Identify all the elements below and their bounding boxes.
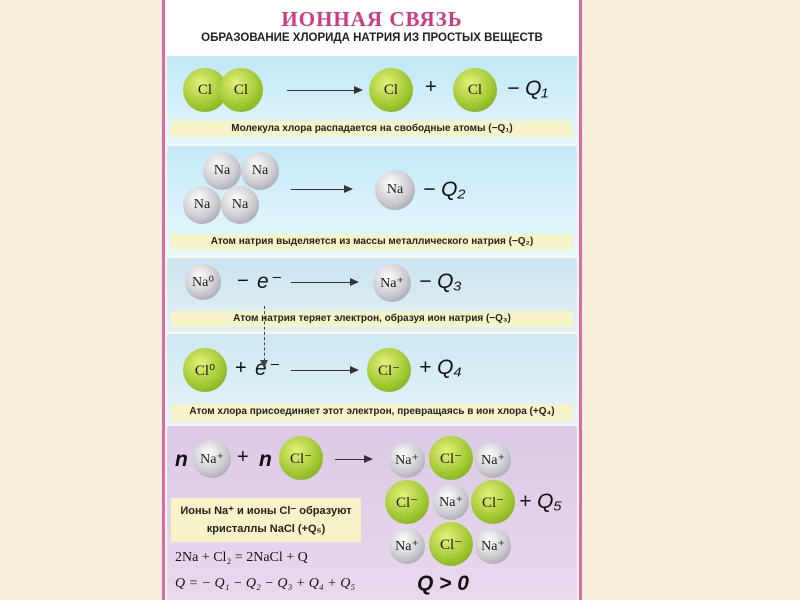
sodium-atom: Na: [203, 152, 241, 190]
sodium-atom: Na: [241, 152, 279, 190]
chloride-ion: Cl⁻: [279, 436, 323, 480]
chlorine-atom-neutral: Cl⁰: [183, 348, 227, 392]
plus-sign: +: [237, 446, 249, 468]
sodium-ion: Na⁺: [193, 440, 231, 478]
chlorine-atom: Cl: [183, 68, 227, 112]
lattice-chloride-ion: Cl⁻: [429, 522, 473, 566]
step2-caption: Атом натрия выделяется из массы металлического натрия (−Q₂): [171, 234, 573, 250]
energy-q3: − Q₃: [419, 270, 462, 293]
energy-result: Q > 0: [417, 572, 469, 595]
crystal-note: [171, 498, 361, 542]
crystal-note-line2: кристаллы NaCl (+Q₅): [206, 523, 326, 535]
poster: [162, 0, 582, 600]
reaction-arrow: [291, 282, 357, 283]
step3-caption: Атом натрия теряет электрон, образуя ион натрия (−Q₃): [171, 311, 573, 327]
page-subtitle: ОБРАЗОВАНИЕ ХЛОРИДА НАТРИЯ ИЗ ПРОСТЫХ ВЕЩЕСТВ: [201, 32, 543, 44]
reaction-arrow: [291, 370, 357, 371]
plus-sign: +: [235, 357, 247, 379]
energy-q5: + Q₅: [519, 490, 562, 513]
sodium-atom: Na: [221, 186, 259, 224]
chlorine-atom: Cl: [369, 68, 413, 112]
electron-transfer-arrow: [264, 306, 265, 366]
chlorine-atom: Cl: [453, 68, 497, 112]
reaction-equation: 2Na + Cl₂ = 2NaCl + Q: [175, 550, 308, 565]
step1-panel: [167, 56, 577, 144]
coefficient-n: n: [175, 448, 188, 471]
step4-caption: Атом хлора присоединяет этот электрон, превращаясь в ион хлора (+Q₄): [171, 404, 573, 420]
crystal-note-line1: Ионы Na⁺ и ионы Cl⁻ образуют: [180, 505, 352, 517]
lattice-sodium-ion: Na⁺: [433, 484, 469, 520]
electron: e⁻: [257, 270, 280, 293]
reaction-arrow: [291, 189, 351, 190]
reaction-arrow: [335, 459, 371, 460]
step5-panel: [167, 426, 577, 600]
step1-caption: Молекула хлора распадается на свободные атомы (−Q₁): [171, 121, 573, 137]
lattice-sodium-ion: Na⁺: [475, 528, 511, 564]
step4-panel: [167, 334, 577, 424]
plus-sign: +: [425, 76, 437, 98]
coefficient-n: n: [259, 448, 272, 471]
lattice-chloride-ion: Cl⁻: [385, 480, 429, 524]
page-title: ИОННАЯ СВЯЗЬ: [281, 7, 463, 31]
lattice-chloride-ion: Cl⁻: [429, 436, 473, 480]
minus-sign: −: [237, 270, 249, 292]
sodium-ion: Na⁺: [373, 264, 411, 302]
sodium-atom: Na: [183, 186, 221, 224]
step3-panel: [167, 258, 577, 332]
header: [165, 0, 579, 56]
sodium-atom-neutral: Na⁰: [185, 264, 221, 300]
energy-q4: + Q₄: [419, 356, 462, 379]
chlorine-atom: Cl: [219, 68, 263, 112]
sodium-atom: Na: [375, 170, 415, 210]
lattice-sodium-ion: Na⁺: [475, 442, 511, 478]
energy-sum: Q = − Q₁ − Q₂ − Q₃ + Q₄ + Q₅: [175, 576, 356, 591]
lattice-sodium-ion: Na⁺: [389, 442, 425, 478]
energy-q2: − Q₂: [423, 178, 466, 201]
chloride-ion: Cl⁻: [367, 348, 411, 392]
reaction-arrow: [287, 90, 361, 91]
energy-q1: − Q₁: [507, 77, 549, 100]
lattice-chloride-ion: Cl⁻: [471, 480, 515, 524]
electron: e⁻: [255, 357, 278, 380]
step2-panel: [167, 146, 577, 256]
lattice-sodium-ion: Na⁺: [389, 528, 425, 564]
